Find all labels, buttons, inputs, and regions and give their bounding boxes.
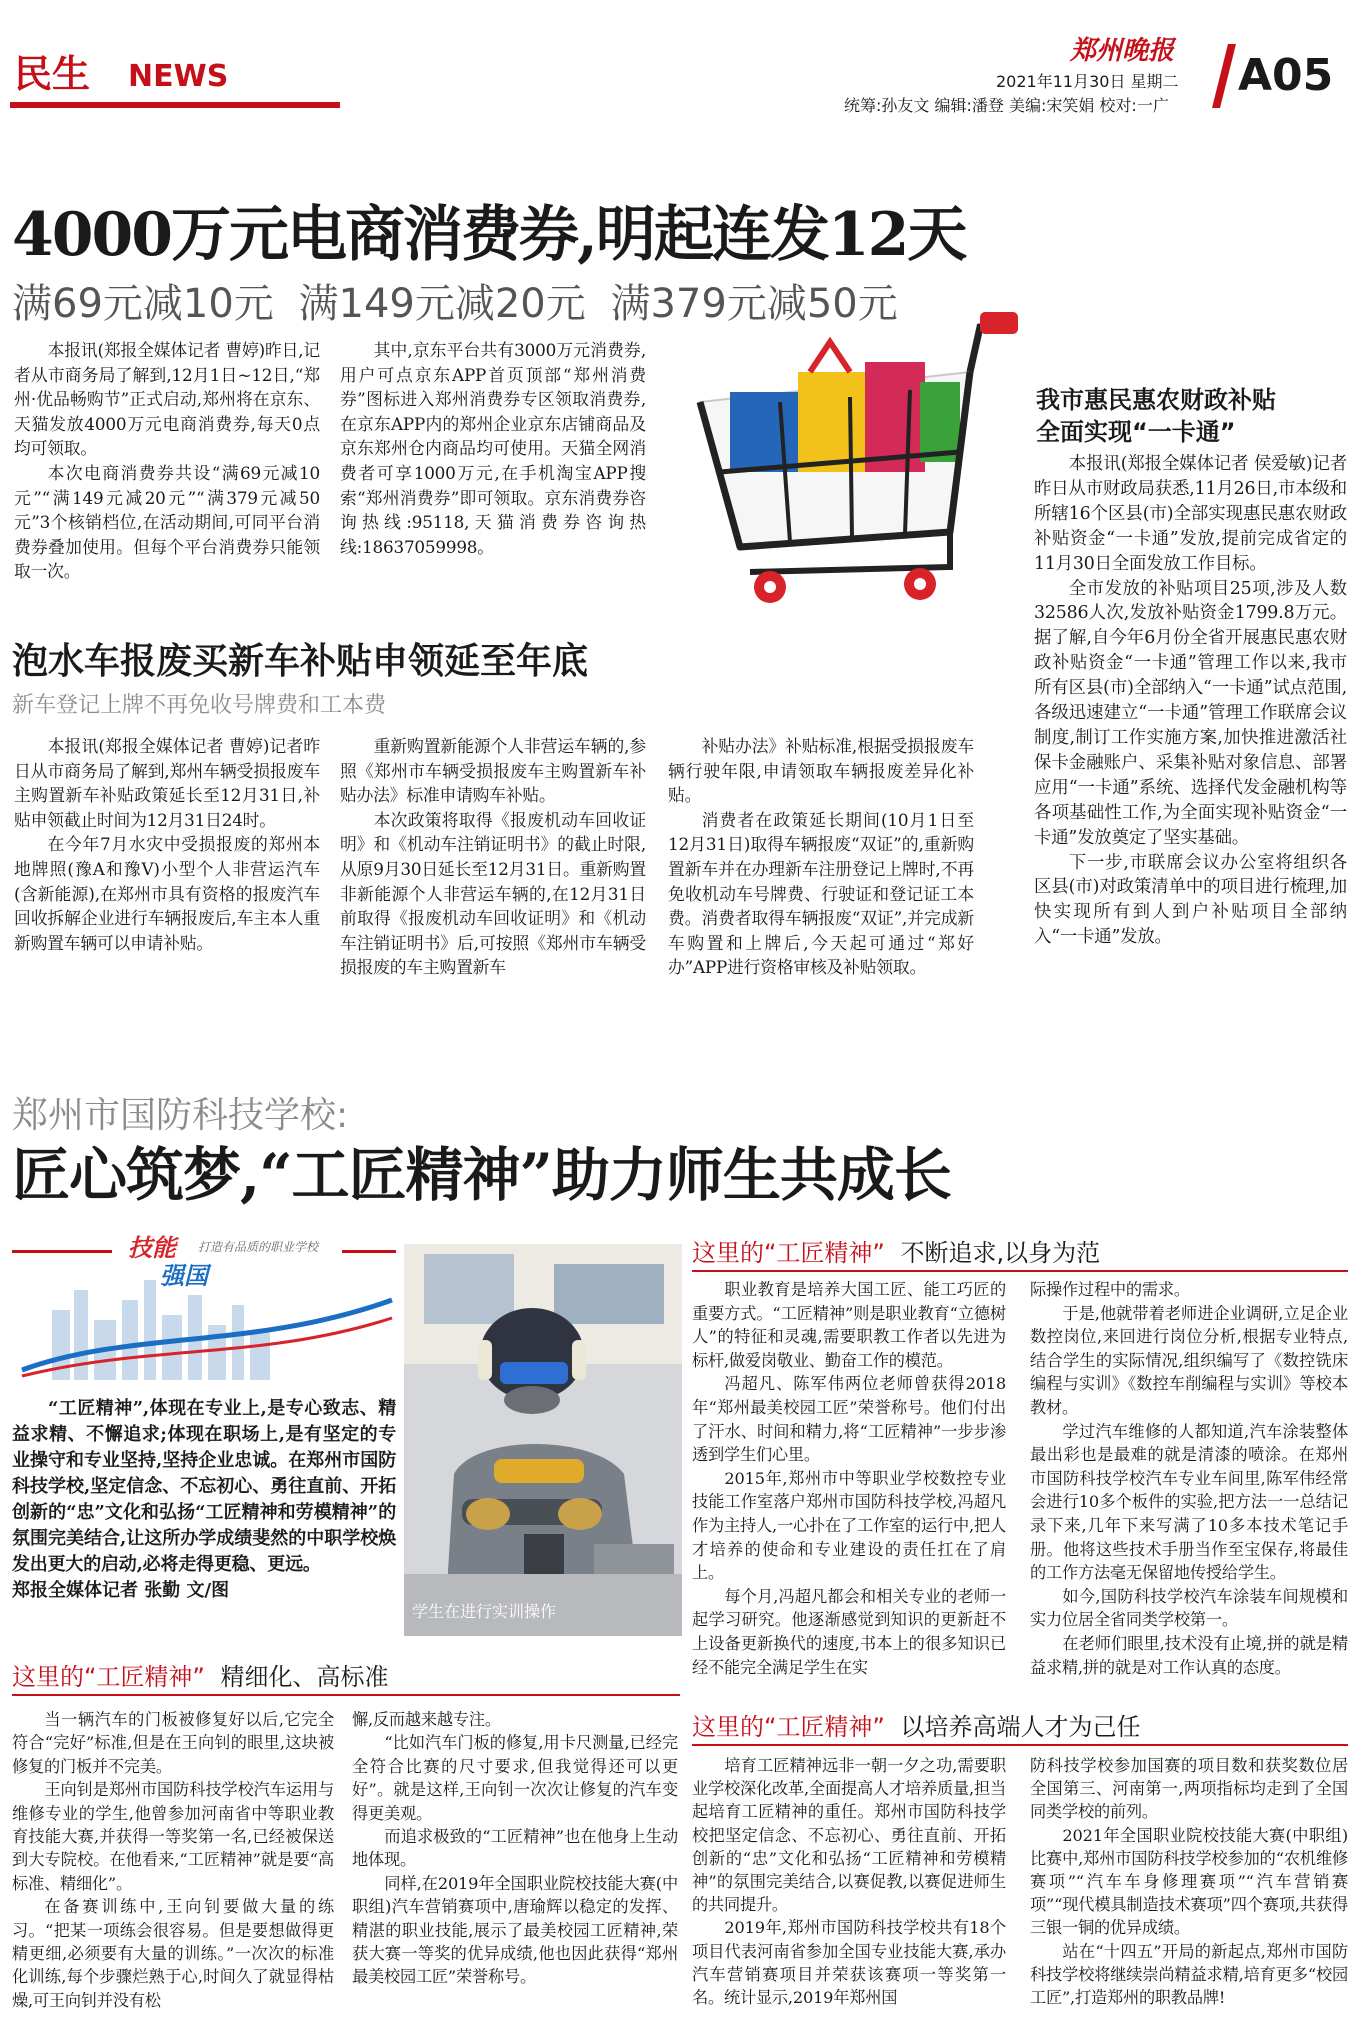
- article-subsidy-title-line1: 我市惠民惠农财政补贴: [1036, 386, 1276, 414]
- paragraph: 2021年全国职业院校技能大赛(中职组)比赛中,郑州市国防科技学校参加的“农机维修赛项”“汽车车身修理赛项”“汽车营销赛项”“现代模具制造技术赛项”四个赛项,共获得三银一铜的优异成绩。: [1030, 1825, 1348, 1938]
- paragraph: 每个月,冯超凡都会和相关专业的老师一起学习研究。他逐渐感觉到知识的更新赶不上设备更新换代的速度,书本上的很多知识已经不能完全满足学生在实: [692, 1586, 1006, 1677]
- section-subtitle: NEWS: [128, 59, 229, 94]
- page-slash: [1212, 44, 1236, 108]
- photo-caption: 学生在进行实训操作: [412, 1602, 557, 1621]
- paragraph: 学过汽车维修的人都知道,汽车涂装整体最出彩也是最难的就是清漆的喷涂。在郑州市国防科技学校汽车专业车间里,陈军伟经常会进行10多个板件的实验,把方法一一总结记录下来,几年下来写满了10多本技术笔记手册。他将这些技术手册当作至宝保存,将最佳的工作方法毫无保留地传授给学生。: [1030, 1421, 1348, 1583]
- subsection-high-standard-col1: [12, 1708, 334, 2034]
- paragraph: 本报讯(郑报全媒体记者 侯爱敏)记者昨日从市财政局获悉,11月26日,市本级和所辖16个区县(市)全部实现惠民惠农财政补贴资金“一卡通”发放,提前完成省定的11月30日全面发放工作目标。: [1034, 454, 1347, 574]
- article-flood-car-subline: 新车登记上牌不再免收号牌费和工本费: [12, 693, 387, 718]
- paragraph: 冯超凡、陈军伟两位老师曾获得2018年“郑州最美校园工匠”荣誉称号。他们付出了汗水、时间和精力,将“工匠精神”一步步渗透到学生们心里。: [692, 1374, 1006, 1465]
- logo-rule: [12, 1250, 112, 1253]
- paragraph: “工匠精神”,体现在专业上,是专心致志、精益求精、不懈追求;体现在职场上,是有坚定的专业操守和专业坚持,坚持企业忠诚。在郑州市国防科技学校,坚定信念、不忘初心、勇往直前、开拓创新的“忠”文化和弘扬“工匠精神和劳模精神”的氛围完美结合,让这所办学成绩斐然的中职学校焕发出更大的启动,必将走得更稳、更远。: [12, 1398, 396, 1575]
- subsection-label-black: 精细化、高标准: [220, 1663, 389, 1691]
- section-rule: [10, 102, 340, 108]
- paragraph: 在老师们眼里,技术没有止境,拼的就是精益求精,拼的就是对工作认真的态度。: [1030, 1633, 1348, 1677]
- paragraph: 当一辆汽车的门板被修复好以后,它完全符合“完好”标准,但是在王向钊的眼里,这块被修复的门板并不完美。: [12, 1710, 334, 1776]
- paragraph: 职业教育是培养大国工匠、能工巧匠的重要方式。“工匠精神”则是职业教育“立德树人”的特征和灵魂,需要职教工作者以先进为标杆,做爱岗敬业、勤奋工作的模范。: [692, 1280, 1006, 1370]
- skills-logo: [12, 1234, 396, 1384]
- paragraph: 防科技学校参加国赛的项目数和获奖数位居全国第三、河南第一,两项指标均走到了全国同类学校的前列。: [1030, 1756, 1348, 1822]
- paragraph: 同样,在2019年全国职业院校技能大赛(中职组)汽车营销赛项中,唐瑜辉以稳定的发挥、精湛的职业技能,展示了最美校园工匠精神,荣获大赛一等奖的优异成绩,他也因此获得“郑州最美校园工匠”荣誉称号。: [352, 1873, 678, 1987]
- article-subsidy-body: [1034, 452, 1347, 1046]
- article-ecoupon-col2: [340, 338, 646, 600]
- subsection-divider: [692, 1270, 1348, 1272]
- logo-tagline: 打造有品质的职业学校: [198, 1240, 319, 1254]
- paper-logo: 郑州晚报: [1070, 36, 1175, 66]
- paragraph: 王向钊是郑州市国防科技学校汽车运用与维修专业的学生,他曾参加河南省中等职业教育技能大赛,并获得一等奖第一名,已经被保送到大专院校。在他看来,“工匠精神”就是要“高标准、精细化”。: [12, 1780, 334, 1893]
- paragraph: 于是,他就带着老师进企业调研,立足企业数控岗位,来回进行岗位分析,根据专业特点,结合学生的实际情况,组织编写了《数控铣床编程与实训》《数控车削编程与实训》等校本教材。: [1030, 1303, 1348, 1417]
- paragraph: 下一步,市联席会议办公室将组织各区县(市)对政策清单中的项目进行梳理,加快实现所有到人到户补贴项目全部纳入“一卡通”发放。: [1034, 852, 1347, 948]
- paragraph: 懈,反而越来越专注。: [352, 1710, 501, 1729]
- article-subsidy-title: [1036, 384, 1276, 448]
- paragraph: 本次电商消费券共设“满69元减10元”“满149元减20元”“满379元减50元”3个核销档位,在活动期间,可同平台消费券叠加使用。但每个平台消费券只能领取一次。: [14, 462, 320, 582]
- training-photo: [404, 1244, 682, 1636]
- article-flood-car-col3: [668, 734, 974, 1050]
- paragraph: 本报讯(郑报全媒体记者 曹婷)昨日,记者从市商务局了解到,12月1日~12日,“郑州·优品畅购节”正式启动,郑州将在京东、天猫发放4000万元电商消费券,每天0点均可领取。: [14, 340, 320, 459]
- article-flood-car-col1: [14, 734, 320, 1050]
- page-number: A05: [1238, 50, 1334, 101]
- subsection-label-black: 不断追求,以身为范: [900, 1239, 1101, 1267]
- paragraph: 在备赛训练中,王向钊要做大量的练习。“把某一项练会很容易。但是要想做得更精更细,必须要有大量的训练。”一次次的标准化训练,每个步骤烂熟于心,时间久了就显得枯燥,可王向钊并没有松: [12, 1897, 334, 2010]
- logo-rule: [342, 1250, 396, 1253]
- shopping-cart-illustration: [680, 312, 1020, 612]
- article-school-intro: [12, 1396, 396, 1636]
- paragraph: 本报讯(郑报全媒体记者 曹婷)记者昨日从市商务局了解到,郑州车辆受损报废车主购置新车补贴政策延长至12月31日,补贴申领截止时间为12月31日24时。: [14, 736, 320, 830]
- article-ecoupon-headline: 4000万元电商消费券,明起连发12天: [12, 200, 966, 270]
- paragraph: 如今,国防科技学校汽车涂装车间规模和实力位居全省同类学校第一。: [1030, 1586, 1348, 1630]
- subsection-persistent-pursuit-col2: [1030, 1278, 1348, 1690]
- subsection-divider: [692, 1744, 1348, 1746]
- logo-title-line1: 技能: [128, 1234, 176, 1262]
- paragraph: “比如汽车门板的修复,用卡尺测量,已经完全符合比赛的尺寸要求,但我觉得还可以更好”。就是这样,王向钊一次次让修复的汽车变得更美观。: [352, 1733, 678, 1823]
- subsection-label-black: 以培养高端人才为己任: [900, 1713, 1141, 1741]
- issue-date: 2021年11月30日 星期二: [996, 72, 1179, 91]
- subsection-label-red: 这里的“工匠精神”: [12, 1663, 205, 1691]
- subsection-persistent-pursuit-col1: [692, 1278, 1006, 1690]
- paragraph: 重新购置新能源个人非营运车辆的,参照《郑州市车辆受损报废车主购置新车补贴办法》标准申请购车补贴。: [340, 736, 646, 806]
- paragraph: 本次政策将取得《报废机动车回收证明》和《机动车注销证明书》的截止时限,从原9月30日延长至12月31日。重新购置非新能源个人非营运车辆的,在12月31日前取得《报废机动车回收证明》和《机动车注销证明书》后,可按照《郑州市车辆受损报废的车主购置新车: [340, 809, 646, 978]
- subsection-divider: [12, 1694, 680, 1696]
- paragraph: 2019年,郑州市国防科技学校共有18个项目代表河南省参加全国专业技能大赛,承办汽车营销赛项目并荣获该赛项一等奖第一名。统计显示,2019年郑州国: [692, 1918, 1006, 2008]
- subsection-persistent-pursuit-label: [692, 1238, 1100, 1268]
- paragraph: 2015年,郑州市中等职业学校数控专业技能工作室落户郑州市国防科技学校,冯超凡作为主持人,一心扑在了工作室的运行中,把人才培养的使命和专业建设的责任扛在了肩上。: [692, 1468, 1006, 1583]
- student-welding-photo: [404, 1244, 682, 1636]
- subsection-label-red: 这里的“工匠精神”: [692, 1713, 885, 1741]
- paragraph: 站在“十四五”开局的新起点,郑州市国防科技学校将继续崇尚精益求精,培育更多“校园工匠”,打造郑州的职教品牌!: [1030, 1941, 1348, 2008]
- editor-credits: 统筹:孙友文 编辑:潘登 美编:宋笑娟 校对:一广: [844, 96, 1169, 115]
- logo-title-line2: 强国: [160, 1262, 208, 1290]
- subsection-talent-col1: [692, 1754, 1006, 2036]
- subsection-talent-label: [692, 1712, 1141, 1742]
- subsection-high-standard-label: [12, 1662, 389, 1692]
- paragraph: 其中,京东平台共有3000万元消费券,用户可点京东APP首页顶部“郑州消费券”图标进入郑州消费券专区领取消费券,在京东APP内的郑州企业京东店铺商品及京东郑州仓内商品均可使用。天猫全网消费者可享1000万元,在手机淘宝APP搜索“郑州消费券”即可领取。京东消费券咨询热线:95118,天猫消费券咨询热线:18637059998。: [340, 340, 646, 557]
- paragraph: 全市发放的补贴项目25项,涉及人数32586人次,发放补贴资金1799.8万元。据了解,自今年6月份全省开展惠民惠农财政补贴资金“一卡通”管理工作以来,我市所有区县(市)全部纳入“一卡通”试点范围,各级迅速建立“一卡通”管理工作联席会议制度,制订工作实施方案,加快推进激活社保卡金融账户、采集补贴对象信息、部署应用“一卡通”系统、选择代发金融机构等各项基础性工作,为全面实现补贴资金“一卡通”发放奠定了坚实基础。: [1034, 578, 1347, 848]
- subsection-talent-col2: [1030, 1754, 1348, 2036]
- article-flood-car-headline: 泡水车报废买新车补贴申领延至年底: [12, 641, 589, 682]
- paragraph: 在今年7月水灾中受损报废的郑州本地牌照(豫A和豫V)小型个人非营运汽车(含新能源),在郑州市具有资格的报废汽车回收拆解企业进行车辆报废后,车主本人重新购置车辆可以申请补贴。: [14, 834, 320, 953]
- paragraph: 补贴办法》补贴标准,根据受损报废车辆行驶年限,申请领取车辆报废差异化补贴。: [668, 736, 974, 806]
- masthead: [10, 36, 1358, 115]
- paragraph: 际操作过程中的需求。: [1030, 1280, 1190, 1299]
- subsection-label-red: 这里的“工匠精神”: [692, 1239, 885, 1267]
- article-school-kicker: 郑州市国防科技学校:: [12, 1095, 349, 1136]
- paragraph: 培育工匠精神远非一朝一夕之功,需要职业学校深化改革,全面提高人才培养质量,担当起培育工匠精神的重任。郑州市国防科技学校把坚定信念、不忘初心、勇往直前、开拓创新的“忠”文化和弘扬“工匠精神和劳模精神”的氛围完美结合,以赛促教,以赛促进师生的共同提升。: [692, 1756, 1006, 1915]
- article-flood-car-col2: [340, 734, 646, 1050]
- article-school-byline: 郑报全媒体记者 张勤 文/图: [12, 1580, 230, 1601]
- article-ecoupon-subline: 满69元减10元 满149元减20元 满379元减50元: [12, 281, 898, 327]
- paragraph: 消费者在政策延长期间(10月1日至12月31日)取得车辆报废“双证”的,重新购置新车并在办理新车注册登记上牌时,不再免收机动车号牌费、行驶证和登记证工本费。消费者取得车辆报废“双证”,并完成新车购置和上牌后,今天起可通过“郑好办”APP进行资格审核及补贴领取。: [668, 809, 974, 978]
- subsection-high-standard-col2: [352, 1708, 678, 2034]
- article-subsidy-title-line2: 全面实现“一卡通”: [1036, 418, 1236, 446]
- article-ecoupon-col1: [14, 338, 320, 600]
- article-school-headline: 匠心筑梦,“工匠精神”助力师生共成长: [12, 1141, 951, 1209]
- paragraph: 而追求极致的“工匠精神”也在他身上生动地体现。: [352, 1827, 678, 1870]
- section-title: 民生: [14, 52, 91, 96]
